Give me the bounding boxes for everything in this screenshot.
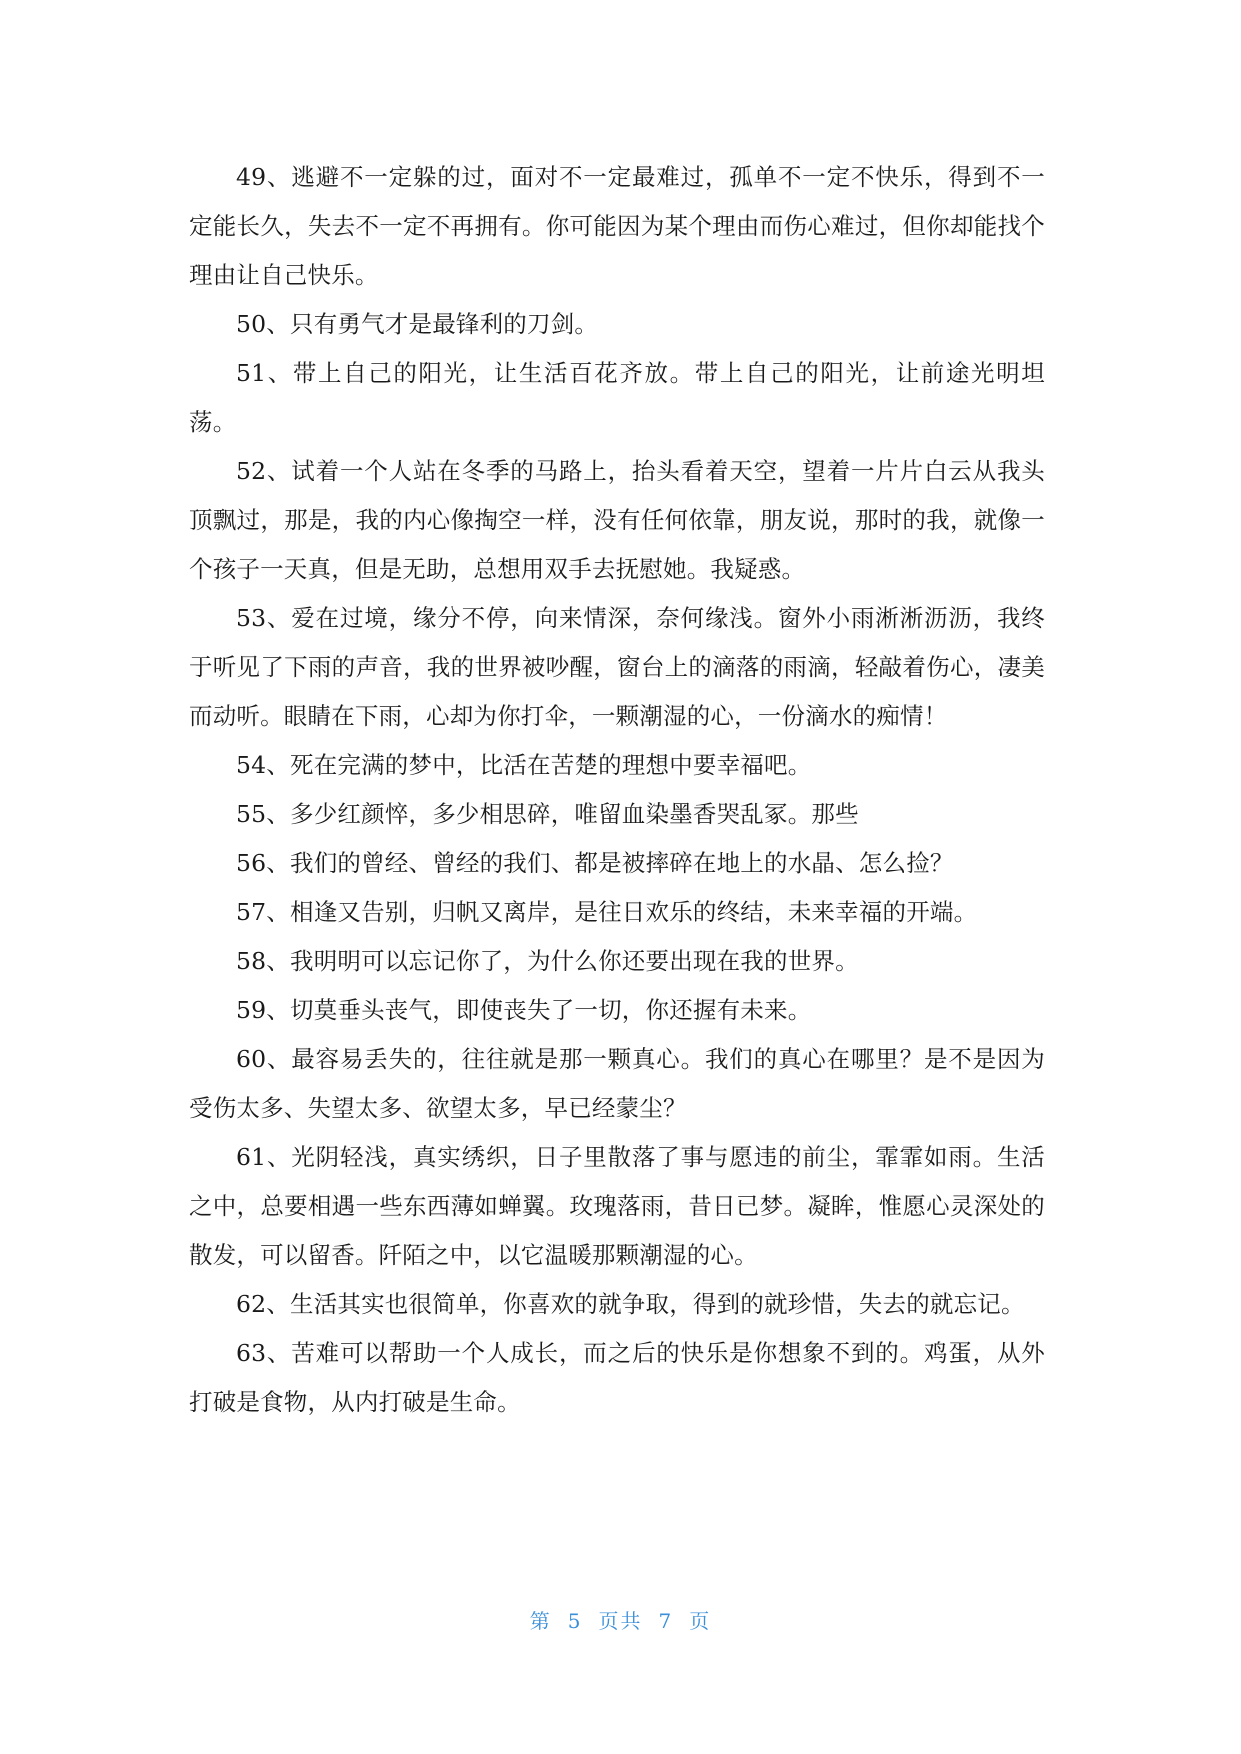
paragraph: 52、试着一个人站在冬季的马路上，抬头看着天空，望着一片片白云从我头顶飘过，那是，我的内心像掏空一样，没有任何依靠，朋友说，那时的我，就像一个孩子一天真，但是无助，总想用双手去抚慰她。我疑惑。 xyxy=(189,457,1045,583)
footer-middle: 页共 xyxy=(598,1609,643,1633)
paragraph: 51、带上自己的阳光，让生活百花齐放。带上自己的阳光，让前途光明坦荡。 xyxy=(189,359,1045,436)
paragraph: 61、光阴轻浅，真实绣织，日子里散落了事与愿违的前尘，霏霏如雨。生活之中，总要相遇一些东西薄如蝉翼。玫瑰落雨，昔日已梦。凝眸，惟愿心灵深处的散发，可以留香。阡陌之中，以它温暖那颗潮湿的心。 xyxy=(189,1143,1045,1269)
paragraph: 55、多少红颜悴，多少相思碎，唯留血染墨香哭乱冢。那些 xyxy=(236,800,859,828)
paragraph: 50、只有勇气才是最锋利的刀剑。 xyxy=(236,310,599,338)
total-page-count: 7 xyxy=(658,1609,674,1633)
paragraph: 53、爱在过境，缘分不停，向来情深，奈何缘浅。窗外小雨淅淅沥沥，我终于听见了下雨的声音，我的世界被吵醒，窗台上的滴落的雨滴，轻敲着伤心，凄美而动听。眼睛在下雨，心却为你打伞，一颗潮湿的心，一份滴水的痴情！ xyxy=(189,604,1045,730)
paragraph: 49、逃避不一定躲的过，面对不一定最难过，孤单不一定不快乐，得到不一定能长久，失去不一定不再拥有。你可能因为某个理由而伤心难过，但你却能找个理由让自己快乐。 xyxy=(189,163,1045,289)
document-body xyxy=(189,153,1045,1427)
footer-prefix: 第 xyxy=(529,1609,552,1633)
paragraph: 59、切莫垂头丧气，即使丧失了一切，你还握有未来。 xyxy=(236,996,812,1024)
paragraph: 56、我们的曾经、曾经的我们、都是被摔碎在地上的水晶、怎么捡？ xyxy=(236,849,954,877)
footer-suffix: 页 xyxy=(689,1609,712,1633)
paragraph: 62、生活其实也很简单，你喜欢的就争取，得到的就珍惜，失去的就忘记。 xyxy=(236,1290,1025,1318)
paragraph: 54、死在完满的梦中，比活在苦楚的理想中要幸福吧。 xyxy=(236,751,812,779)
paragraph: 57、相逢又告别，归帆又离岸，是往日欢乐的终结，未来幸福的开端。 xyxy=(236,898,978,926)
current-page-number: 5 xyxy=(567,1609,583,1633)
paragraph: 63、苦难可以帮助一个人成长，而之后的快乐是你想象不到的。鸡蛋，从外打破是食物，从内打破是生命。 xyxy=(189,1339,1045,1416)
page-footer xyxy=(0,1605,1241,1634)
paragraph: 60、最容易丢失的，往往就是那一颗真心。我们的真心在哪里？是不是因为受伤太多、失望太多、欲望太多，早已经蒙尘？ xyxy=(189,1045,1045,1122)
paragraph: 58、我明明可以忘记你了，为什么你还要出现在我的世界。 xyxy=(236,947,859,975)
